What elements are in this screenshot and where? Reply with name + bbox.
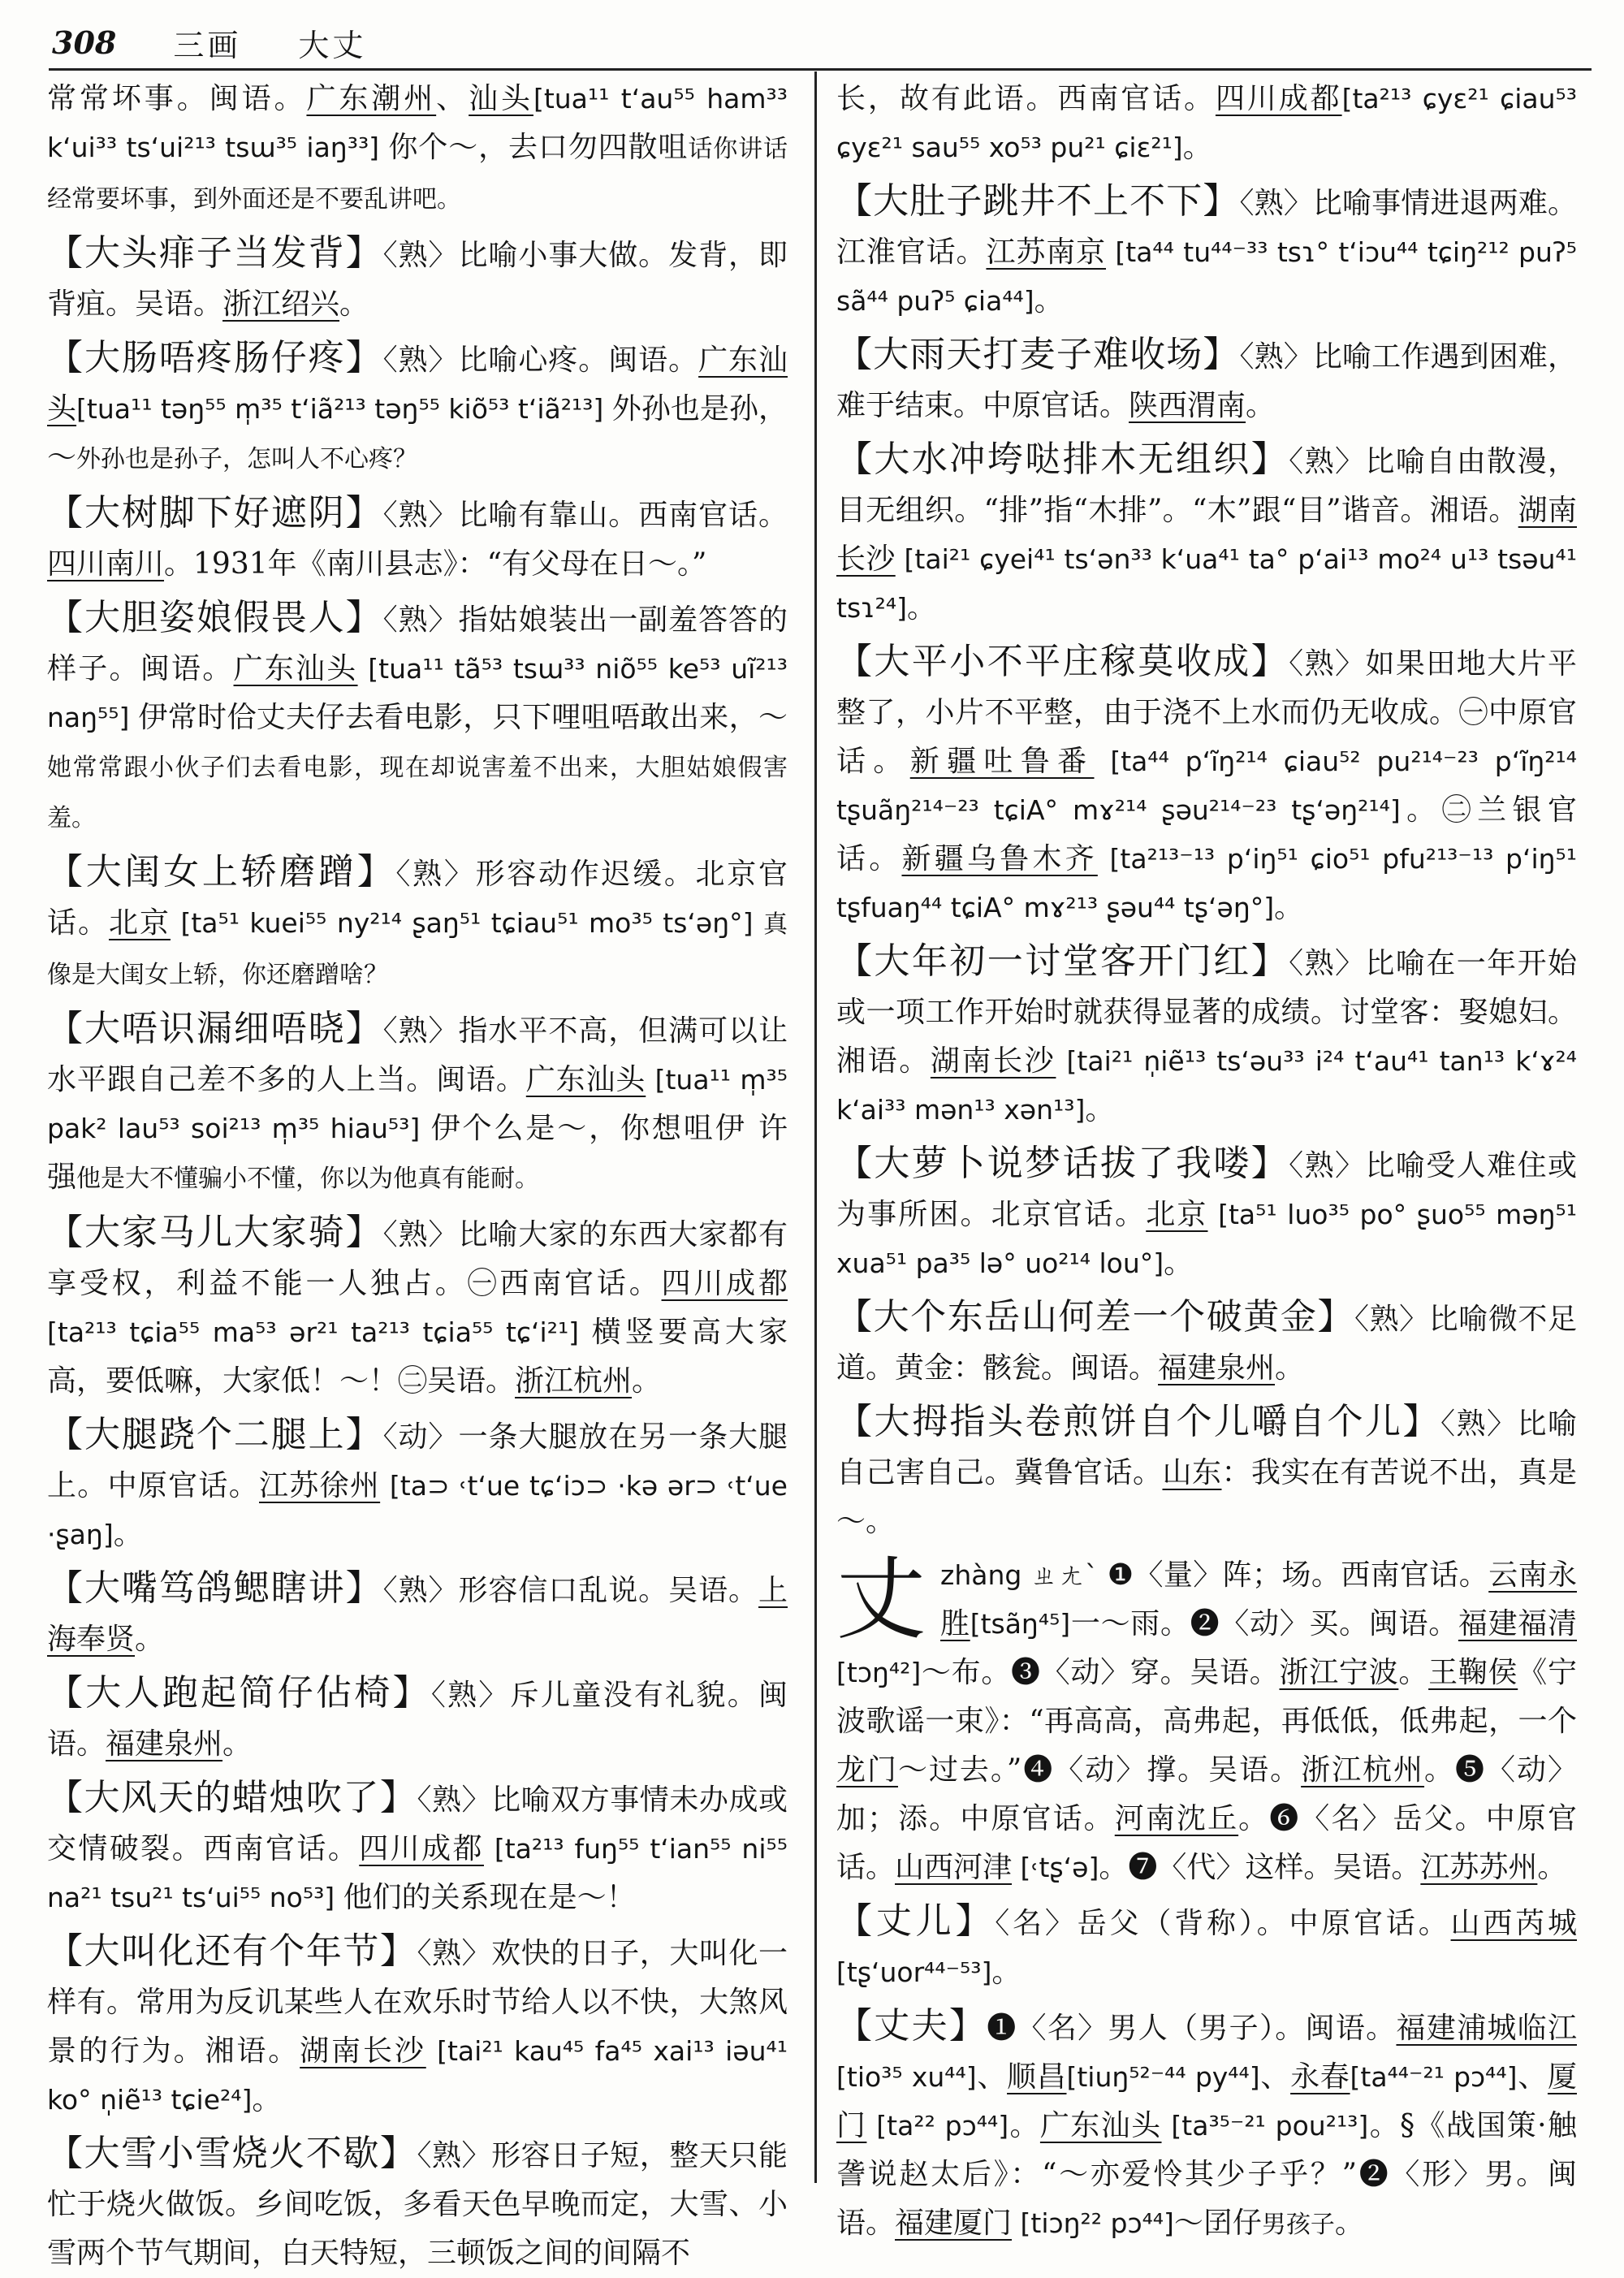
entry-text: 。㊁兰银官话。 bbox=[836, 793, 1577, 875]
entry-text: 。 bbox=[1085, 1093, 1115, 1126]
entry-headword: 【大人跑起简仔佔椅】 bbox=[47, 1672, 431, 1714]
place-name: 江苏徐州 bbox=[259, 1469, 381, 1502]
column-divider bbox=[814, 71, 817, 2183]
place-name: 北京 bbox=[108, 906, 171, 940]
place-name: 广东潮州 bbox=[306, 82, 437, 115]
phonetic-transcription: [tiɔŋ²² pɔ⁴⁴] bbox=[1012, 2207, 1174, 2239]
place-name: 浙江宁波 bbox=[1279, 1656, 1399, 1689]
entry-text: 、 bbox=[1517, 2060, 1548, 2094]
entry-headword: 【大唔识漏细唔晓】 bbox=[47, 1008, 383, 1049]
place-name: 广东汕头 bbox=[47, 344, 788, 426]
entry-text: 。 bbox=[1182, 131, 1212, 164]
place-name: 广东汕头 bbox=[525, 1063, 646, 1096]
entry-text: 长，故有此语。西南官话。 bbox=[836, 82, 1216, 115]
place-name: 四川南川 bbox=[47, 547, 165, 581]
phonetic-transcription: [tua¹¹ təŋ⁵⁵ m̩³⁵ t‘iã²¹³ təŋ⁵⁵ kiõ⁵³ t‘iã²¹³] bbox=[76, 393, 612, 425]
phonetic-transcription: [tua¹¹ m̩³⁵ pak² lau⁵³ soi²¹³ m̩³⁵ hiau⁵³] bbox=[47, 1064, 788, 1144]
entry-text: 〈熟〉比喻自己害自己。冀鲁官话。 bbox=[836, 1407, 1577, 1489]
entry-text: 、 bbox=[976, 2060, 1008, 2094]
place-name: 湖南长沙 bbox=[836, 494, 1577, 576]
place-name: 永春 bbox=[1290, 2060, 1350, 2094]
phonetic-transcription: [ta⊃ ˓t‘ue tɕ‘iɔ⊃ ·kə ər⊃ ˓t‘ue ·ʂaŋ] bbox=[47, 1470, 788, 1550]
phonetic-transcription: [tsãŋ⁴⁵] bbox=[970, 1608, 1071, 1640]
phonetic-transcription: [ta²¹³⁻¹³ p‘iŋ⁵¹ ɕio⁵¹ pfu²¹³⁻¹³ p‘iŋ⁵¹ tʂfuaŋ⁴⁴ tɕiA° mɤ²¹³ ʂəu⁴⁴ tʂ‘əŋ°] bbox=[836, 843, 1577, 923]
entry-headword: 【大萝卜说梦话拔了我喽】 bbox=[836, 1143, 1289, 1184]
entry-text: 〈熟〉比喻有靠山。西南官话。 bbox=[382, 499, 788, 532]
entry-text: ～过去。”❹〈动〉撑。吴语。 bbox=[897, 1753, 1302, 1787]
entry-text: 。❻〈名〉岳父。中原官话。 bbox=[836, 1802, 1577, 1884]
dictionary-entry bbox=[836, 435, 1577, 633]
place-name: 四川成都 bbox=[661, 1267, 788, 1300]
section-label: 三画 bbox=[173, 27, 242, 63]
phonetic-transcription: [tua¹¹ tã⁵³ tsɯ³³ niõ⁵⁵ ke⁵³ uĩ²¹³ naŋ⁵⁵] bbox=[47, 653, 788, 733]
entry-text: 〈熟〉如果田地大片平整了，小片不平整，由于浇不上水而仍无收成。㊀中原官话。 bbox=[836, 647, 1577, 778]
dictionary-entry bbox=[47, 1411, 788, 1559]
entry-headword: 【大嘴笃鸽鳃瞎讲】 bbox=[47, 1567, 383, 1609]
place-name: 浙江绍兴 bbox=[222, 287, 340, 321]
entry-text: 。1931年《南川县志》：“有父母在日～。” bbox=[164, 547, 707, 581]
dictionary-entry bbox=[47, 848, 788, 1000]
entry-headword: 【大腿跷个二腿上】 bbox=[47, 1414, 383, 1455]
place-name: 湖南长沙 bbox=[300, 2034, 426, 2068]
entry-headword: 【大水冲垮哒排木无组织】 bbox=[836, 439, 1289, 480]
entry-text: 。 bbox=[1164, 1247, 1194, 1280]
entry-text: 〈熟〉比喻自由散漫，目无组织。“排”指“木排”。“木”跟“目”谐音。湘语。 bbox=[836, 445, 1577, 527]
entry-text: 。 bbox=[339, 287, 369, 321]
place-name: 厦门 bbox=[836, 2060, 1577, 2142]
entry-text: 、 bbox=[1259, 2060, 1291, 2094]
entry-text: 。 bbox=[1274, 891, 1304, 924]
entry-text: 〈动〉一条大腿放在另一条大腿上。中原官话。 bbox=[47, 1420, 788, 1502]
entry-text: 〈熟〉比喻微不足道。黄金：骸瓮。闽语。 bbox=[836, 1303, 1577, 1385]
place-name: 云南永胜 bbox=[940, 1558, 1577, 1640]
entry-text: 〈熟〉指姑娘装出一副羞答答的样子。闽语。 bbox=[47, 603, 788, 685]
entry-text: ：我实在有苦说不出，真是～。 bbox=[836, 1456, 1577, 1538]
entry-text: 。 bbox=[991, 1956, 1021, 1989]
phonetic-transcription: [ta⁵¹ kuei⁵⁵ ny²¹⁴ ʂaŋ⁵¹ tɕiau⁵¹ mo³⁵ ts‘əŋ°] bbox=[170, 907, 763, 939]
entry-text: 〈熟〉比喻双方事情未办成或交情破裂。西南官话。 bbox=[47, 1783, 788, 1865]
phonetic-transcription: [ta²¹³ tɕia⁵⁵ ma⁵³ ər²¹ ta²¹³ tɕia⁵⁵ tɕ‘i²¹] bbox=[47, 1316, 592, 1348]
dictionary-entry bbox=[47, 334, 788, 484]
dictionary-entry bbox=[47, 1564, 788, 1664]
left-column bbox=[47, 75, 788, 2270]
entry-headword: 【大雨天打麦子难收场】 bbox=[836, 334, 1240, 375]
place-name: 广东汕头 bbox=[1039, 2109, 1162, 2142]
entry-headword: 【大叫化还有个年节】 bbox=[47, 1930, 417, 1972]
phonetic-transcription: [tiuŋ⁵²⁻⁴⁴ py⁴⁴] bbox=[1066, 2061, 1260, 2093]
entry-text: 。 bbox=[906, 591, 936, 625]
phonetic-transcription: [ta²¹³ ɕyɛ²¹ ɕiau⁵³ ɕyɛ²¹ sau⁵⁵ xo⁵³ pu²¹ ɕiɛ²¹] bbox=[836, 83, 1577, 163]
entry-text: ～囝仔 bbox=[1173, 2207, 1262, 2240]
entry-text: 。 bbox=[632, 1364, 662, 1398]
entry-text: 。 bbox=[135, 1623, 165, 1656]
entry-text: 〈熟〉比喻小事大做。发背，即背疽。吴语。 bbox=[47, 239, 788, 321]
place-name: 福建福清 bbox=[1458, 1607, 1577, 1640]
place-name: 陕西渭南 bbox=[1129, 389, 1246, 422]
entry-text: 伊常时佮丈夫仔去看电影，只下哩咀唔敢出来，～ bbox=[138, 701, 788, 734]
place-name: 河南沈丘 bbox=[1114, 1802, 1239, 1835]
phonetic-transcription: [ta⁴⁴ p‘ĩŋ²¹⁴ ɕiau⁵² pu²¹⁴⁻²³ p‘ĩŋ²¹⁴ tʂuãŋ²¹⁴⁻²³ tɕiA° mɤ²¹⁴ ʂəu²¹⁴⁻²³ tʂ‘əŋ²¹⁴] bbox=[836, 746, 1577, 826]
entry-headword: 【大树脚下好遮阴】 bbox=[47, 492, 383, 534]
entry-headword: 【大肠唔疼肠仔疼】 bbox=[47, 337, 383, 378]
example-gloss: 话你讲话经常要坏事，到外面还是不要乱讲吧。 bbox=[47, 135, 788, 214]
example-gloss: 男孩子 bbox=[1261, 2211, 1335, 2239]
page-chars: 大丈 bbox=[298, 27, 367, 63]
entry-text: 。 bbox=[1398, 1656, 1429, 1689]
dictionary-entry bbox=[836, 177, 1577, 326]
phonetic-transcription: [ta⁴⁴⁻²¹ pɔ⁴⁴] bbox=[1350, 2061, 1518, 2093]
example-gloss: 她常常跟小伙子们去看电影，现在却说害羞不出来，大胆姑娘假害羞。 bbox=[47, 754, 788, 832]
entry-text: 〈熟〉比喻受人难住或为事所困。北京官话。 bbox=[836, 1149, 1577, 1231]
entry-text: 。 bbox=[1034, 284, 1064, 318]
entry-text: 〈熟〉形容信口乱说。吴语。 bbox=[382, 1574, 758, 1607]
page-header bbox=[52, 18, 1587, 67]
entry-text: 。❼〈代〉这样。吴语。 bbox=[1099, 1851, 1421, 1884]
entry-text: 〈名〉岳父（背称）。中原官话。 bbox=[995, 1907, 1451, 1940]
entry-headword: 【大平小不平庄稼莫收成】 bbox=[836, 641, 1289, 682]
place-name: 江苏苏州 bbox=[1420, 1851, 1538, 1884]
dictionary-entry bbox=[47, 1927, 788, 2125]
dictionary-entry bbox=[47, 1669, 788, 1769]
entry-text: 〈熟〉指水平不高，但满可以让水平跟自己差不多的人上当。闽语。 bbox=[47, 1014, 788, 1096]
entry-text: 〈熟〉形容日子短，整天只能忙于烧火做饭。乡间吃饭，多看天色早晚而定，大雪、小雪两个节气期间，白天特短，三顿饭之间的间隔不 bbox=[47, 2139, 788, 2270]
place-name: 山西河津 bbox=[895, 1851, 1013, 1884]
dictionary-entry bbox=[836, 638, 1577, 932]
entry-text: 。 bbox=[252, 2083, 282, 2116]
dictionary-entry bbox=[47, 75, 788, 224]
phonetic-transcription: [˓tʂ‘ə] bbox=[1012, 1852, 1099, 1883]
entry-text: 〈熟〉斥儿童没有礼貌。闽语。 bbox=[47, 1679, 788, 1761]
place-name: 福建泉州 bbox=[1158, 1351, 1276, 1385]
phonetic-transcription: [ta³⁵⁻²¹ pou²¹³] bbox=[1161, 2110, 1369, 2142]
dictionary-entry bbox=[47, 1208, 788, 1406]
place-name: 浙江杭州 bbox=[1301, 1753, 1425, 1787]
entry-text: 〈熟〉形容动作迟缓。北京官话。 bbox=[47, 858, 788, 940]
entry-headword: 【丈儿】 bbox=[836, 1900, 996, 1942]
example-gloss: 外孙也是孙子，怎叫人不心疼？ bbox=[76, 445, 418, 473]
phonetic-transcription: [tua¹¹ t‘au⁵⁵ ham³³ k‘ui³³ ts‘ui²¹³ tsɯ³⁵ iaŋ³³] bbox=[47, 83, 788, 163]
dictionary-entry bbox=[836, 1293, 1577, 1393]
dictionary-entry bbox=[47, 489, 788, 589]
entry-text: 。 bbox=[1334, 2207, 1364, 2240]
place-name: 新疆乌鲁木齐 bbox=[901, 842, 1098, 875]
entry-headword: 【大风天的蜡烛吹了】 bbox=[47, 1777, 417, 1818]
place-name: 北京 bbox=[1146, 1198, 1208, 1231]
entry-text: 。 bbox=[222, 1727, 253, 1761]
entry-headword: 【大家马儿大家骑】 bbox=[47, 1212, 383, 1253]
headword-char: 丈 bbox=[836, 1548, 926, 1652]
example-gloss: 他是大不懂骗小不懂，你以为他真有能耐。 bbox=[76, 1165, 540, 1193]
entry-text: 他们的关系现在是～！ bbox=[343, 1881, 636, 1914]
phonetic-transcription: [ta²¹³ fuŋ⁵⁵ t‘ian⁵⁵ ni⁵⁵ na²¹ tsu²¹ ts‘ui⁵⁵ no⁵³] bbox=[47, 1833, 788, 1913]
entry-text: 。 bbox=[1537, 1851, 1567, 1884]
entry-headword: 【大头痱子当发背】 bbox=[47, 232, 383, 274]
entry-text: 〈熟〉欢快的日子，大叫化一样有。常用为反讥某些人在欢乐时节给人以不快，大煞风景的行为。湘语。 bbox=[47, 1937, 788, 2068]
dictionary-entry bbox=[47, 229, 788, 329]
place-name: 四川成都 bbox=[1215, 82, 1342, 115]
entry-text: 〈熟〉比喻大家的东西大家都有享受权，利益不能一人独占。㊀西南官话。 bbox=[47, 1218, 788, 1300]
dictionary-entry bbox=[836, 1548, 1577, 1892]
entry-text: 。❺〈动〉加；添。中原官话。 bbox=[836, 1753, 1577, 1835]
entry-headword: 【大胆姿娘假畏人】 bbox=[47, 597, 383, 638]
dictionary-entry bbox=[47, 2129, 788, 2278]
header-rule bbox=[49, 68, 1592, 71]
entry-headword: 【大闺女上轿磨蹭】 bbox=[47, 851, 396, 893]
entry-headword: 【丈夫】 bbox=[836, 2005, 987, 2047]
entry-text: 。 bbox=[113, 1518, 143, 1551]
place-name: 湖南长沙 bbox=[930, 1044, 1056, 1078]
entry-text: 〈熟〉比喻工作遇到困难，难于结束。中原官话。 bbox=[836, 340, 1577, 422]
entry-headword: 【大拇指头卷煎饼自个儿嚼自个儿】 bbox=[836, 1401, 1440, 1442]
place-name: 汕头 bbox=[469, 82, 533, 115]
place-name: 四川成都 bbox=[359, 1832, 484, 1865]
entry-text: 常常坏事。闽语。 bbox=[47, 82, 307, 115]
phonetic-transcription: [tai²¹ n̩iẽ¹³ ts‘əu³³ i²⁴ t‘au⁴¹ tan¹³ k‘ɤ²⁴ k‘ai³³ mən¹³ xən¹³] bbox=[836, 1045, 1577, 1126]
example-gloss: 真像是大闺女上轿，你还磨蹭啥？ bbox=[47, 910, 788, 989]
entry-text: ❶〈名〉男人（男子）。闽语。 bbox=[987, 2012, 1397, 2045]
dictionary-entry bbox=[836, 1897, 1577, 1997]
entry-text: 一～雨。❷〈动〉买。闽语。 bbox=[1070, 1607, 1458, 1640]
place-name: 江苏南京 bbox=[986, 236, 1107, 269]
entry-text: 《宁波歌谣一束》：“再高高，高弗起，再低低，低弗起，一个 bbox=[836, 1656, 1577, 1738]
page-number: 308 bbox=[52, 24, 117, 61]
phonetic-transcription: [tai²¹ kau⁴⁵ fa⁴⁵ xai¹³ iəu⁴¹ ko° n̩iẽ¹³ tɕie²⁴] bbox=[47, 2035, 788, 2116]
entry-text: ❶〈量〉阵；场。西南官话。 bbox=[1107, 1558, 1489, 1592]
place-name: 福建厦门 bbox=[895, 2207, 1013, 2240]
dictionary-entry bbox=[836, 1139, 1577, 1288]
entry-text: 。§《战国策·触詟说赵太后》：“～亦爱怜其少子乎？”❷〈形〉男。闽语。 bbox=[836, 2109, 1577, 2240]
place-name: 王鞠侯 bbox=[1428, 1656, 1518, 1689]
phonetic-transcription: [tio³⁵ xu⁴⁴] bbox=[836, 2061, 977, 2093]
dictionary-entry bbox=[836, 331, 1577, 430]
entry-text: 。 bbox=[1246, 389, 1276, 422]
place-name: 顺昌 bbox=[1007, 2060, 1067, 2094]
dictionary-entry bbox=[836, 1398, 1577, 1546]
place-name: 山西芮城 bbox=[1450, 1907, 1577, 1940]
entry-headword: 【大个东岳山何差一个破黄金】 bbox=[836, 1296, 1354, 1338]
place-name: 福建泉州 bbox=[106, 1727, 223, 1761]
dictionary-entry bbox=[836, 75, 1577, 172]
phonetic-transcription: [tai²¹ ɕyei⁴¹ ts‘ən³³ k‘ua⁴¹ ta° p‘ai¹³ mo²⁴ u¹³ tsəu⁴¹ tsɿ²⁴] bbox=[836, 543, 1577, 624]
entry-text: ～布。❸〈动〉穿。吴语。 bbox=[921, 1656, 1280, 1689]
phonetic-transcription: zhàng ㄓㄤˋ bbox=[940, 1559, 1108, 1591]
entry-text: 外孙也是孙，～ bbox=[47, 392, 788, 474]
entry-text: 〈熟〉比喻在一年开始或一项工作开始时就获得显著的成绩。讨堂客：娶媳妇。湘语。 bbox=[836, 947, 1577, 1078]
entry-headword: 【大肚子跳井不上不下】 bbox=[836, 180, 1240, 222]
place-name: 福建浦城临江 bbox=[1396, 2012, 1577, 2045]
phonetic-transcription: [tɔŋ⁴²] bbox=[836, 1657, 922, 1688]
dictionary-entry bbox=[47, 1774, 788, 1922]
place-name: 上海奉贤 bbox=[47, 1574, 788, 1656]
dictionary-entry bbox=[836, 937, 1577, 1135]
entry-headword: 【大年初一讨堂客开门红】 bbox=[836, 940, 1289, 982]
right-column bbox=[836, 75, 1577, 2240]
entry-text: 伊个么是～，你想咀伊 许 强 bbox=[47, 1112, 788, 1194]
place-name: 山东 bbox=[1162, 1456, 1222, 1489]
dictionary-entry bbox=[47, 1005, 788, 1204]
dictionary-entry bbox=[47, 594, 788, 843]
dictionary-entry bbox=[836, 2002, 1577, 2250]
phonetic-transcription: [tʂ‘uor⁴⁴⁻⁵³] bbox=[836, 1956, 992, 1988]
place-name: 龙门 bbox=[836, 1753, 898, 1787]
entry-headword: 【大雪小雪烧火不歇】 bbox=[47, 2133, 417, 2174]
entry-text: 横竖要高大家高，要低嘛，大家低！～！㊁吴语。 bbox=[47, 1316, 788, 1398]
place-name: 广东汕头 bbox=[233, 652, 358, 685]
entry-text: 。 bbox=[1009, 2109, 1040, 2142]
entry-text: 〈熟〉比喻心疼。闽语。 bbox=[382, 344, 699, 377]
entry-text: 、 bbox=[436, 82, 469, 115]
place-name: 新疆吐鲁番 bbox=[909, 745, 1095, 778]
phonetic-transcription: [ta⁴⁴ tu⁴⁴⁻³³ tsɿ° t‘iɔu⁴⁴ tɕiŋ²¹² puʔ⁵ sã⁴⁴ puʔ⁵ ɕia⁴⁴] bbox=[836, 236, 1577, 317]
entry-text: 〈熟〉比喻事情进退两难。江淮官话。 bbox=[836, 187, 1577, 269]
place-name: 浙江杭州 bbox=[515, 1364, 633, 1398]
phonetic-transcription: [ta²² pɔ⁴⁴] bbox=[866, 2110, 1009, 2142]
phonetic-transcription: [ta⁵¹ luo³⁵ po° ʂuo⁵⁵ məŋ⁵¹ xua⁵¹ pa³⁵ lə° uo²¹⁴ lou°] bbox=[836, 1199, 1577, 1279]
entry-text: 你个～，去口勿四散咀 bbox=[388, 131, 689, 164]
entry-text: 。 bbox=[1275, 1351, 1305, 1385]
